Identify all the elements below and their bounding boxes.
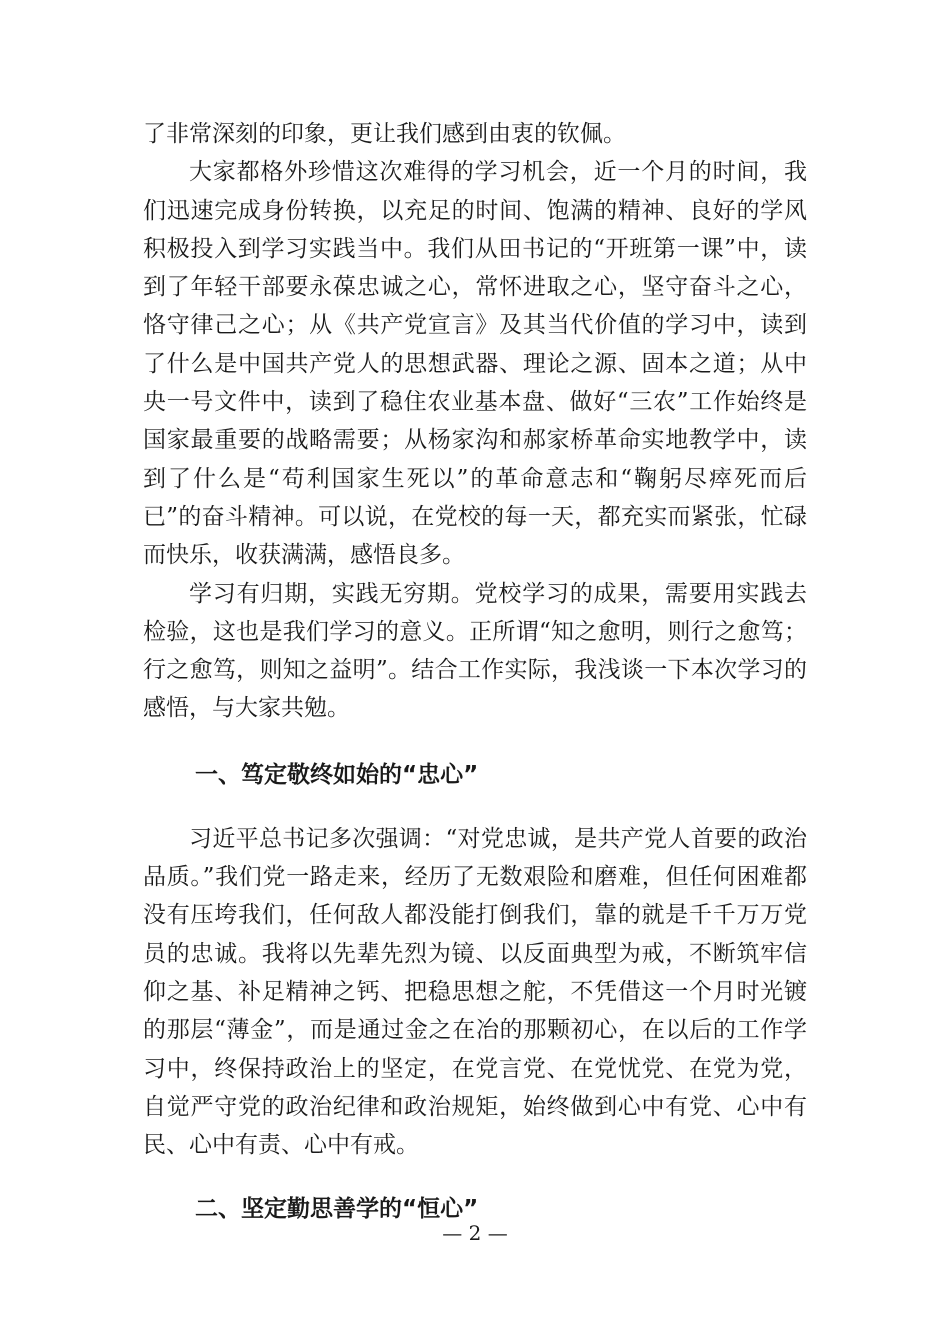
document-body (143, 115, 807, 1228)
section-heading-1: 一、笃定敬终如始的“忠心” (195, 761, 479, 788)
paragraph-practice: 学习有归期，实践无穷期。党校学习的成果，需要用实践去检验，这也是我们学习的意义。正所谓“知之愈明，则行之愈笃；行之愈笃，则知之益明”。结合工作实际，我浅谈一下本次学习的感悟，与大家共勉。 (143, 580, 807, 722)
page-number: — 2 — (442, 1221, 508, 1245)
section-heading-2: 二、坚定勤思善学的“恒心” (195, 1196, 479, 1223)
paragraph-continuation: 了非常深刻的印象，更让我们感到由衷的钦佩。 (143, 121, 626, 147)
paragraph-study-opportunity: 大家都格外珍惜这次难得的学习机会，近一个月的时间，我们迅速完成身份转换，以充足的时间、饱满的精神、良好的学风积极投入到学习实践当中。我们从田书记的“开班第一课”中，读到了年轻干部要永葆忠诚之心，常怀进取之心，坚守奋斗之心，恪守律己之心；从《共产党宣言》及其当代价值的学习中，读到了什么是中国共产党人的思想武器、理论之源、固本之道；从中央一号文件中，读到了稳住农业基本盘、做好“三农”工作始终是国家最重要的战略需要；从杨家沟和郝家桥革命实地教学中，读到了什么是“苟利国家生死以”的革命意志和“鞠躬尽瘁死而后已”的奋斗精神。可以说，在党校的每一天，都充实而紧张，忙碌而快乐，收获满满，感悟良多。 (143, 159, 807, 569)
paragraph-loyalty: 习近平总书记多次强调：“对党忠诚，是共产党人首要的政治品质。”我们党一路走来，经历了无数艰险和磨难，但任何困难都没有压垮我们，任何敌人都没能打倒我们，靠的就是千千万万党员的忠诚。我将以先辈先烈为镜、以反面典型为戒，不断筑牢信仰之基、补足精神之钙、把稳思想之舵，不凭借这一个月时光镀的那层“薄金”，而是通过金之在冶的那颗初心，在以后的工作学习中，终保持政治上的坚定，在党言党、在党忧党、在党为党，自觉严守党的政治纪律和政治规矩，始终做到心中有党、心中有民、心中有责、心中有戒。 (143, 825, 807, 1159)
